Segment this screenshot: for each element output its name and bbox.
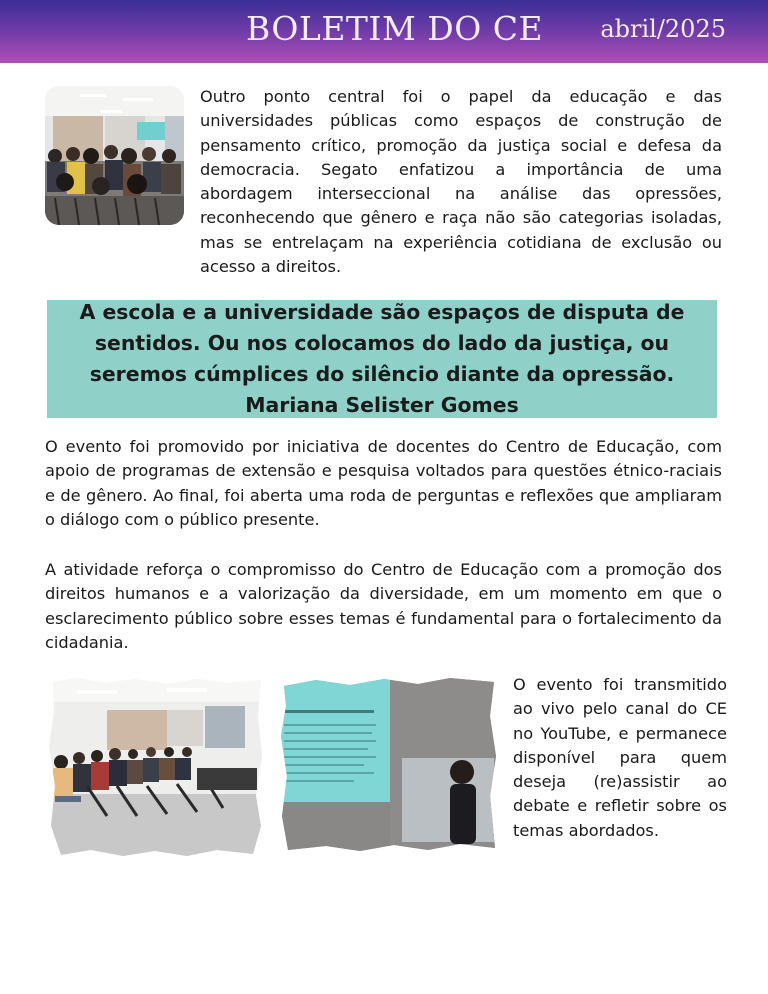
speaker-projection-photo	[280, 676, 496, 852]
audience-photo	[45, 86, 184, 225]
paragraph-intersectionality: Outro ponto central foi o papel da educação e das universidades públicas como espaços de construção de pensamento crítico, promoção da justiça social e defesa da democracia. Segato enfatizou a importância de uma abordagem interseccional na análise das opressões, reconhecendo que gênero e raça não são categorias isoladas, mas se entrelaçam na experiência cotidiana de exclusão ou acesso a direitos.	[200, 87, 722, 277]
pull-quote-text: A escola e a universidade são espaços de disputa de sentidos. Ou nos colocamos do lado da justiça, ou seremos cúmplices do silêncio diante da opressão. Mariana Selister Gomes	[79, 300, 685, 417]
newsletter-header	[0, 0, 768, 63]
paragraph-human-rights: A atividade reforça o compromisso do Centro de Educação com a promoção dos direitos humanos e a valorização da diversidade, em um momento em que o esclarecimento público sobre esses temas é fundamental para o fortalecimento da cidadania.	[45, 560, 722, 652]
newsletter-title: BOLETIM DO CE	[246, 9, 544, 48]
pull-quote	[47, 300, 717, 418]
issue-date: abril/2025	[600, 15, 726, 43]
paragraph-event-promotion: O evento foi promovido por iniciativa de docentes do Centro de Educação, com apoio de programas de extensão e pesquisa voltados para questões étnico-raciais e de gênero. Ao final, foi aberta uma roda de perguntas e reflexões que ampliaram o diálogo com o público presente.	[45, 437, 722, 529]
paragraph-youtube-broadcast: O evento foi transmitido ao vivo pelo canal do CE no YouTube, e permanece disponível para quem deseja (re)assistir ao debate e refletir sobre os temas abordados.	[513, 675, 727, 840]
audience-wide-photo	[47, 676, 263, 857]
